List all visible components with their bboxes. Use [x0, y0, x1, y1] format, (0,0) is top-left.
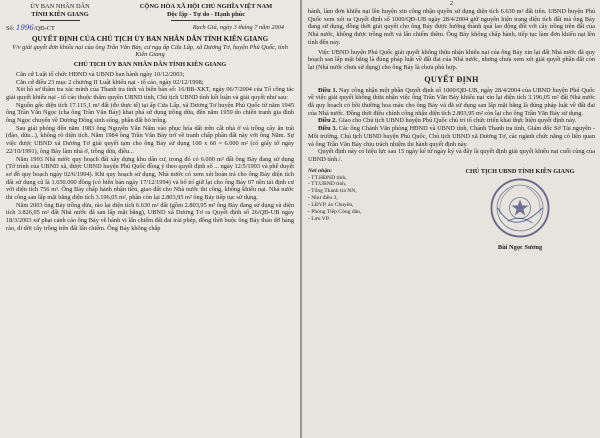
recipient-item: - Lưu VP.: [308, 216, 330, 222]
body-paragraph: Sau giải phóng đến năm 1983 ông Nguyễn Văn Năm vào phục hóa dất trên cất nhà ở và trồng cây ăn trái (đào, dừa...), không rõ diện tích. Năm 1984 ông Trần Văn Bảy trở về tranh chấp phần đất này với ông Năm. Sự việc được UBND xã Dương Tơ giải quyết tạm cho ông Bảy sử dụng 100 x 60 = 6.000 m² (có giấy tờ ngày 22/10/1991), ông Bảy làm nhà ở, trồng dừa, điều...: [6, 124, 294, 155]
recipients-title: Nơi nhận:: [308, 167, 332, 174]
page-two: [302, 0, 600, 438]
body-paragraph: Năm 2003 ông Bảy trồng dừa, rào lại diện tích 6.630 m² đất (gồm 2.803,95 m² ông Bảy đang sử dụng và diện tích 3.826,05 m² đất Nhà nước đã san lấp mặt bằng), UBND xã Dương Tơ ra Quyết định số 26/QĐ-UB ngày 18/3/2003 xử phạt cảnh cáo ông Bảy về hành vi lấn chiếm đất đai trái phép, đồng thời buộc ông Bảy tháo dỡ hàng rào, di dời cây trồng trên đất lấn chiếm. Ông Bảy không chấp: [6, 201, 294, 232]
signature-block: [308, 168, 595, 252]
closing-clause: Quyết định này có hiệu lực sau 15 ngày kể từ ngày ký và đây là quyết định giải quyết khiếu nại cuối cùng của UBND tỉnh./.: [308, 148, 595, 163]
body-paragraph: hành, làm đơn khiếu nại lên huyện xin công nhận quyền sử dụng diện tích 6.630 m² đất trên. UBND huyện Phú Quốc xem xét ra Quyết định số 1000/QĐ-UB ngày 28/4/2004 giữ nguyên hiện trạng diện tích đất mà ông Bảy đang sử dụng, đồng thời giải quyết cho ông Bảy được hưởng thành quả lao động đối với cây trồng trên đất của Nhà nước, không được trồng mới và lấn chiếm thêm. Ông Bảy không chấp hành, tiếp tục làm đơn khiếu nại lên tỉnh đến nay.: [308, 8, 595, 46]
article-text: Các ông Chánh Văn phòng HĐND và UBND tỉnh, Chánh Thanh tra tỉnh, Giám đốc Sở Tài nguyên - Môi trường, Chủ tịch UBND huyện Phú Quốc, Chủ tịch UBND xã Dương Tơ, các ngành chức năng có liên quan và ông Trần Văn Bảy chịu trách nhiệm thi hành quyết định này.: [308, 125, 595, 148]
doc-number-prefix: Số:: [6, 24, 15, 32]
document-header: [6, 3, 294, 21]
doc-number: [6, 24, 55, 32]
agency-line-2: TỈNH KIÊN GIANG: [31, 10, 89, 18]
body-paragraph: Căn cứ điều 23 mục 2 chương II Luật khiếu nại - tố cáo, ngày 02/12/1998;: [16, 78, 204, 86]
issuing-agency: [6, 3, 114, 21]
article-label: Điều 2.: [318, 117, 337, 125]
decision-title: QUYẾT ĐỊNH CỦA CHỦ TỊCH ỦY BAN NHÂN DÂN TỈNH KIÊN GIANG: [31, 34, 269, 43]
body-paragraph: Năm 1993 Nhà nước quy hoạch đất xây dựng khu dân cư, trong đó có 6.000 m² đất ông Bảy đang sử dụng (Tờ trình của UBND xã, được UBND huyện Phú Quốc đồng ý theo quyết định số ... ngày 12/5/1993 và phê duyệt sơ đồ quy hoạch ngày 02/6/1994). Khi quy hoạch sử dụng, Nhà nước có xem xét hoàn trả cho ông Bảy diện tích đất sử dụng cũ là 1.650.000 đồng (có biên bản ngày 17/12/1994) và bố trí giữ lại cho ông Bảy 07 nền tái định cư với diện tích 756 m². Ông Bảy chấp hành nhận tiền, giao đất cho Nhà nước thi công, không khiếu nại. Nhà nước thi công san lấp mặt bằng diện tích 3.196,05 m², phần còn lại 2.803,95 m² ông Bảy tiếp tục sử dụng.: [6, 155, 294, 202]
national-motto: [118, 3, 294, 21]
agency-line-1: ỦY BAN NHÂN DÂN: [30, 3, 90, 10]
signer-name: Bùi Ngọc Sương: [497, 244, 543, 252]
doc-number-handwritten: 1996: [15, 23, 34, 32]
recipient-item: - Như điều 3,: [308, 195, 338, 202]
motto-underline: [171, 20, 241, 21]
article-text: Giao cho Chủ tịch UBND huyện Phú Quốc chủ trì tổ chức triển khai thực hiện quyết định này.: [338, 117, 577, 125]
recipient-item: - Phòng Tiếp Công dân,: [308, 209, 362, 216]
article-label: Điều 1.: [318, 86, 338, 94]
article-3: [308, 125, 595, 148]
body-paragraph: Việc UBND huyện Phú Quốc giải quyết không thừa nhận khiếu nại của ông Bảy xin lại đất Nhà nước đã quy hoạch san lấp mặt bằng là đúng pháp luật về đất đai của Nhà nước, nhưng chưa xem xét giải quyết phần đất còn lại (Nhà nước chưa sử dụng) cho ông Bảy là chưa phù hợp.: [308, 48, 595, 71]
page-number: 2: [450, 1, 453, 7]
recipient-item: - TT.UBND tỉnh,: [308, 181, 347, 188]
recipient-item: - TT.HĐND tỉnh,: [308, 174, 347, 181]
recipient-item: - LĐVP, áo Chuyên,: [308, 202, 354, 209]
agency-underline: [40, 20, 80, 21]
decision-heading: QUYẾT ĐỊNH: [424, 74, 479, 84]
page-one-body: [6, 71, 294, 233]
article-label: Điều 3.: [318, 125, 338, 133]
signer-block: [445, 168, 595, 252]
recipient-item: - Tổng Thanh tra NN,: [308, 188, 357, 195]
article-text: Nay công nhận một phần Quyết định số 1000/QĐ-UB, ngày 28/4/2004 của UBND huyện Phú Quốc về việc giải quyết không thừa nhận việc ông Trần Văn Bảy khiếu nại xin lại diện tích 3.196,05 m² đất Nhà nước đã quy hoạch có bồi thường hoa màu cho ông Bảy và đã sử dụng san lấp mặt bằng là đúng pháp luật về đất đai của Nhà nước. Đồng thời điều chỉnh công nhận diện tích 2.803,95 m² còn lại cho ông Trần Văn Bảy sử dụng.: [308, 86, 595, 117]
doc-number-suffix: /QĐ-CT: [33, 24, 55, 32]
body-paragraph: Nguồn gốc diện tích 17.115,1 m² đất (đo thực tế) tại ấp Cửa Lấp, xã Dương Tơ huyện Phú Quốc từ năm 1945 ông Trần Văn Ngọc (cha ông Trần Văn Bảy) khai phá sử dụng trồng dừa, đến năm 1959 do chiến tranh gia đình ông Ngọc chuyển về Dương Đông sinh sống, phần đất bỏ trống.: [6, 101, 294, 125]
body-paragraph: Xét hồ sơ thẩm tra xác minh của Thanh tra tỉnh và biên bản số: 16/BB-XKT, ngày 06/7/2004 của Tổ công tác giải quyết khiếu nại - tố cáo thuộc thẩm quyền UBND tỉnh, Chủ tịch UBND tỉnh kết luận và giải quyết như sau:: [6, 86, 294, 101]
nation-motto: Độc lập - Tự do - Hạnh phúc: [166, 10, 246, 18]
signer-title: CHỦ TỊCH UBND TỈNH KIÊN GIANG: [465, 167, 575, 175]
article-1: [308, 87, 595, 118]
place-date: Rạch Giá, ngày 3 tháng 7 năm 2004: [192, 23, 284, 31]
decision-subject: V/v giải quyết đơn khiếu nại của ông Trần Văn Bảy, cư ngụ ấp Cửa Lấp, xã Dương Tơ, huyện Phú Quốc, tỉnh Kiên Giang: [12, 43, 288, 59]
nation-name: CỘNG HÒA XÃ HỘI CHỦ NGHĨA VIỆT NAM: [139, 3, 273, 10]
recipients-list: [308, 168, 428, 252]
issuer-title: CHỦ TỊCH ỦY BAN NHÂN DÂN TỈNH KIÊN GIANG: [73, 61, 227, 68]
doc-number-row: [6, 24, 294, 32]
official-seal-icon: [489, 177, 551, 239]
article-2: [308, 117, 595, 125]
body-paragraph: Căn cứ Luật tổ chức HĐND và UBND ban hành ngày 10/12/2003;: [16, 70, 185, 78]
